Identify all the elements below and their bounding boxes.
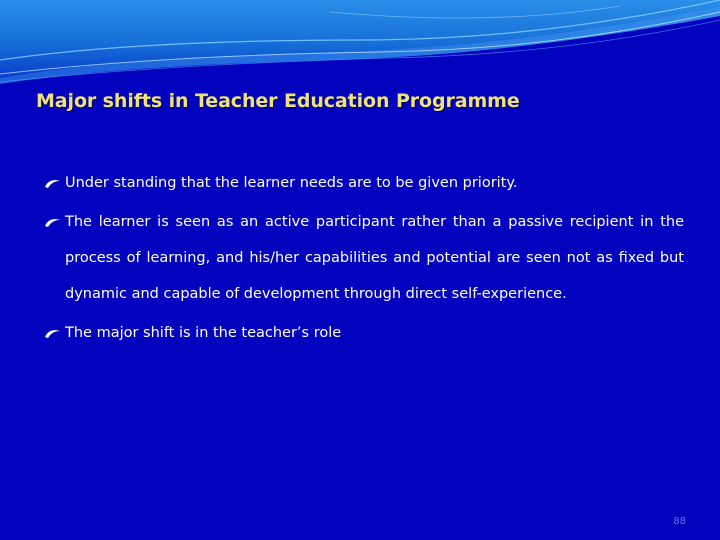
slide-title: Major shifts in Teacher Education Programme (36, 90, 520, 112)
swoosh-bullet-icon (44, 328, 61, 339)
bullet-text: The major shift is in the teacher’s role (65, 325, 342, 341)
swoosh-bullet-icon (44, 178, 61, 189)
bullet-text: The learner is seen as an active participant rather than a passive recipient in the process of learning, and his/her capabilities and potential are seen not as fixed but dynamic and capable of development through direct self-experience. (65, 214, 684, 302)
bullet-item (44, 315, 684, 351)
bullet-item (44, 204, 684, 312)
header-wave-decoration (0, 0, 720, 100)
page-number: 88 (673, 516, 686, 527)
bullet-text: Under standing that the learner needs are to be given priority. (65, 175, 518, 191)
swoosh-bullet-icon (44, 217, 61, 228)
bullet-list (44, 165, 684, 354)
bullet-item (44, 165, 684, 201)
